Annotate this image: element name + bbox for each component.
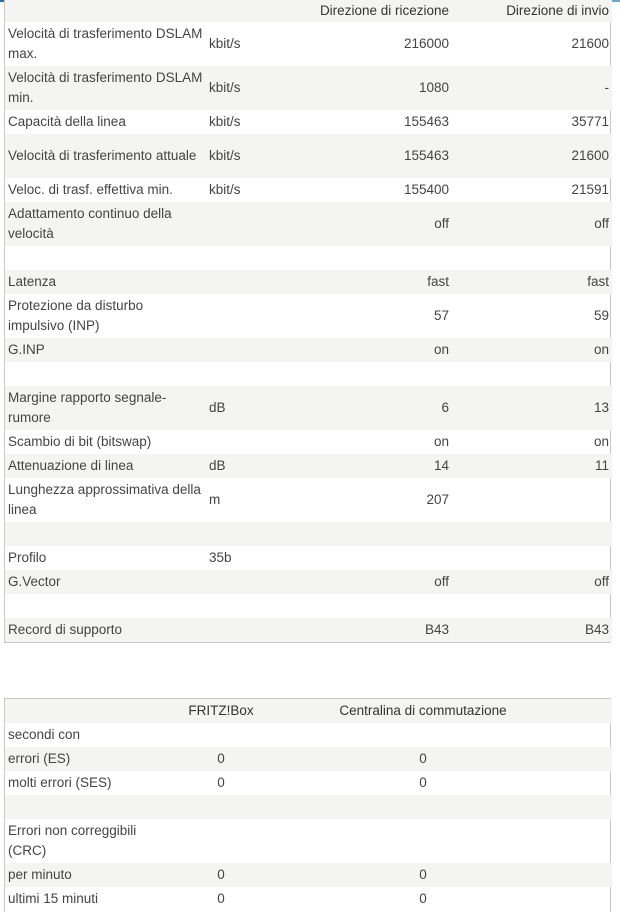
row-unit bbox=[206, 618, 306, 642]
row-fritzbox-value: 0 bbox=[217, 775, 225, 790]
row-exchange-value: 0 bbox=[419, 867, 427, 882]
table-row bbox=[5, 723, 612, 747]
row-fritzbox-value: 0 bbox=[217, 891, 225, 906]
spacer-row bbox=[5, 594, 612, 618]
row-label: per minuto bbox=[8, 867, 72, 882]
row-tx-value: 21600 bbox=[571, 148, 609, 163]
header-fritzbox: FRITZ!Box bbox=[188, 703, 254, 718]
row-exchange-value bbox=[287, 819, 559, 863]
row-rx-value bbox=[306, 546, 452, 570]
row-rx-value: 207 bbox=[426, 492, 449, 507]
header-unit bbox=[206, 0, 306, 22]
row-label: Adattamento continuo della velocità bbox=[8, 206, 172, 241]
table-row bbox=[5, 270, 612, 294]
row-unit bbox=[206, 294, 306, 338]
row-unit: kbit/s bbox=[209, 80, 241, 95]
row-rx-value: 1080 bbox=[418, 80, 449, 95]
table-row bbox=[5, 178, 612, 202]
row-tx-value: B43 bbox=[584, 622, 609, 637]
error-stats-table bbox=[5, 699, 612, 911]
table-row bbox=[5, 22, 612, 66]
error-stats-panel bbox=[4, 698, 611, 912]
row-rx-value: fast bbox=[427, 274, 449, 289]
dsl-line-panel bbox=[4, 0, 611, 643]
row-rx-value: off bbox=[434, 216, 449, 231]
row-label: Protezione da disturbo impulsivo (INP) bbox=[8, 298, 144, 333]
header-exchange: Centralina di commutazione bbox=[339, 703, 507, 718]
header-receive-direction: Direzione di ricezione bbox=[319, 3, 449, 18]
row-unit: kbit/s bbox=[209, 182, 241, 197]
row-unit: dB bbox=[209, 400, 226, 415]
row-rx-value: off bbox=[434, 574, 449, 589]
row-label: Scambio di bit (bitswap) bbox=[8, 434, 152, 449]
row-exchange-value bbox=[287, 723, 559, 747]
row-unit bbox=[206, 202, 306, 246]
row-label: molti errori (SES) bbox=[8, 775, 112, 790]
table-row bbox=[5, 546, 612, 570]
row-rx-value: 155400 bbox=[403, 182, 449, 197]
row-unit bbox=[206, 430, 306, 454]
row-tx-value: fast bbox=[587, 274, 609, 289]
row-tx-value: on bbox=[593, 342, 609, 357]
table-header-row bbox=[5, 699, 612, 723]
row-tx-value bbox=[452, 546, 612, 570]
row-unit: 35b bbox=[209, 550, 232, 565]
table-row bbox=[5, 386, 612, 430]
row-unit: m bbox=[209, 492, 221, 507]
row-exchange-value: 0 bbox=[419, 751, 427, 766]
row-label: errori (ES) bbox=[8, 751, 71, 766]
row-rx-value: 155463 bbox=[403, 114, 449, 129]
spacer-row bbox=[5, 362, 612, 386]
row-tx-value bbox=[452, 478, 612, 522]
row-label: Latenza bbox=[8, 274, 57, 289]
table-row bbox=[5, 134, 612, 178]
spacer-row bbox=[5, 795, 612, 819]
header-label bbox=[5, 699, 155, 723]
row-rx-value: 6 bbox=[441, 400, 449, 415]
spacer-row bbox=[5, 522, 612, 546]
row-label: Profilo bbox=[8, 550, 47, 565]
row-tx-value: 59 bbox=[593, 308, 609, 323]
table-row bbox=[5, 618, 612, 642]
row-label: secondi con bbox=[8, 727, 81, 742]
row-fritzbox-value: 0 bbox=[217, 751, 225, 766]
row-label: Margine rapporto segnale-rumore bbox=[8, 390, 167, 425]
row-label: Velocità di trasferimento DSLAM min. bbox=[8, 70, 203, 105]
row-label: Velocità di trasferimento DSLAM max. bbox=[8, 26, 203, 61]
row-exchange-value: 0 bbox=[419, 891, 427, 906]
header-label bbox=[5, 0, 206, 22]
dsl-line-table bbox=[5, 0, 612, 642]
table-row bbox=[5, 747, 612, 771]
table-row bbox=[5, 338, 612, 362]
row-tx-value: on bbox=[593, 434, 609, 449]
table-row bbox=[5, 430, 612, 454]
row-label: Capacità della linea bbox=[8, 114, 126, 129]
row-rx-value: on bbox=[433, 342, 449, 357]
row-rx-value: B43 bbox=[424, 622, 449, 637]
row-tx-value: 13 bbox=[593, 400, 609, 415]
row-unit: dB bbox=[209, 458, 226, 473]
row-label: G.Vector bbox=[8, 574, 61, 589]
row-tx-value: off bbox=[594, 574, 609, 589]
row-unit bbox=[206, 338, 306, 362]
row-unit: kbit/s bbox=[209, 114, 241, 129]
row-tx-value: 21591 bbox=[571, 182, 609, 197]
table-row bbox=[5, 771, 612, 795]
row-tx-value: 35771 bbox=[571, 114, 609, 129]
table-header-row bbox=[5, 0, 612, 22]
row-fritzbox-value bbox=[155, 723, 287, 747]
row-tx-value: off bbox=[594, 216, 609, 231]
table-row bbox=[5, 454, 612, 478]
row-unit bbox=[206, 270, 306, 294]
table-row bbox=[5, 66, 612, 110]
row-unit: kbit/s bbox=[209, 36, 241, 51]
spacer-row bbox=[5, 246, 612, 270]
row-label: Record di supporto bbox=[8, 622, 123, 637]
row-tx-value: 21600 bbox=[571, 36, 609, 51]
row-label: Errori non correggibili (CRC) bbox=[8, 823, 137, 858]
row-label: Attenuazione di linea bbox=[8, 458, 134, 473]
table-row bbox=[5, 819, 612, 863]
table-row bbox=[5, 202, 612, 246]
row-rx-value: 57 bbox=[433, 308, 449, 323]
row-rx-value: 155463 bbox=[403, 148, 449, 163]
row-rx-value: 216000 bbox=[403, 36, 449, 51]
row-label: Velocità di trasferimento attuale bbox=[8, 148, 197, 163]
row-label: Veloc. di trasf. effettiva min. bbox=[8, 182, 173, 197]
row-rx-value: 14 bbox=[433, 458, 449, 473]
row-rx-value: on bbox=[433, 434, 449, 449]
row-tx-value: - bbox=[604, 80, 609, 95]
row-unit: kbit/s bbox=[209, 148, 241, 163]
row-unit bbox=[206, 570, 306, 594]
row-tx-value: 11 bbox=[594, 458, 609, 473]
table-row bbox=[5, 887, 612, 911]
table-row bbox=[5, 294, 612, 338]
row-exchange-value: 0 bbox=[419, 775, 427, 790]
table-row bbox=[5, 863, 612, 887]
row-fritzbox-value bbox=[155, 819, 287, 863]
header-send-direction: Direzione di invio bbox=[506, 3, 609, 18]
row-label: G.INP bbox=[8, 342, 45, 357]
table-row bbox=[5, 110, 612, 134]
row-fritzbox-value: 0 bbox=[217, 867, 225, 882]
table-row bbox=[5, 570, 612, 594]
row-label: Lunghezza approssimativa della linea bbox=[8, 482, 201, 517]
table-row bbox=[5, 478, 612, 522]
row-label: ultimi 15 minuti bbox=[8, 891, 99, 906]
